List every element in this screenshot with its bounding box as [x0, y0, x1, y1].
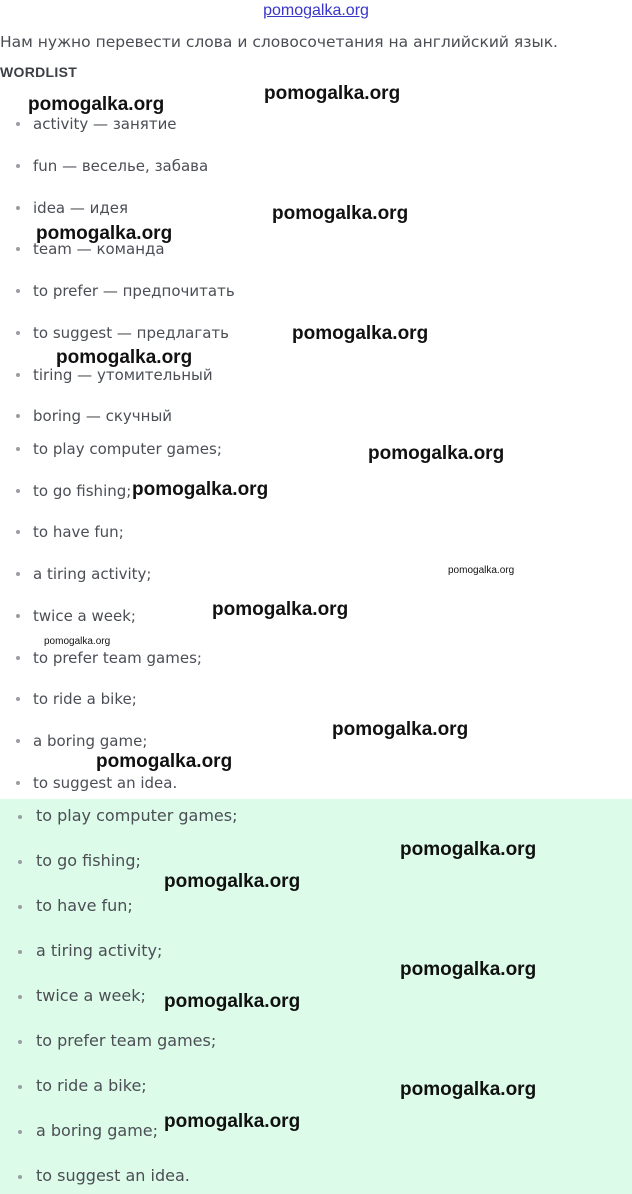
watermark: pomogalka.org: [264, 83, 401, 104]
bullet-icon: [18, 815, 22, 819]
bullet-icon: [16, 414, 20, 418]
watermark: pomogalka.org: [164, 871, 301, 892]
watermark: pomogalka.org: [44, 636, 111, 647]
watermark: pomogalka.org: [400, 839, 537, 860]
watermark: pomogalka.org: [368, 443, 505, 464]
bullet-icon: [16, 572, 20, 576]
bullet-icon: [16, 697, 20, 701]
watermark: pomogalka.org: [36, 223, 173, 244]
bullet-icon: [18, 995, 22, 999]
bullet-icon: [16, 530, 20, 534]
watermark: pomogalka.org: [132, 479, 269, 500]
bullet-icon: [16, 614, 20, 618]
watermark: pomogalka.org: [164, 991, 301, 1012]
bullet-icon: [16, 122, 20, 126]
watermark: pomogalka.org: [212, 599, 349, 620]
watermark: pomogalka.org: [96, 751, 233, 772]
task-intro: Нам нужно перевести слова и словосочетания на английский язык.: [0, 33, 558, 51]
watermark: pomogalka.org: [400, 959, 537, 980]
watermark: pomogalka.org: [56, 347, 193, 368]
wordlist-heading: WORDLIST: [0, 64, 78, 80]
bullet-icon: [16, 331, 20, 335]
bullet-icon: [18, 950, 22, 954]
bullet-icon: [16, 373, 20, 377]
bullet-icon: [16, 247, 20, 251]
answer-box: to play computer games; to go fishing; to have fun; a tiring activity; twice a week; to prefer team games; to ride a bike; a boring game; to suggest an idea.: [0, 799, 632, 1194]
bullet-icon: [18, 860, 22, 864]
bullet-icon: [18, 1175, 22, 1179]
bullet-icon: [18, 1130, 22, 1134]
bullet-icon: [16, 206, 20, 210]
bullet-icon: [16, 781, 20, 785]
bullet-icon: [16, 289, 20, 293]
bullet-icon: [16, 656, 20, 660]
bullet-icon: [16, 489, 20, 493]
watermark: pomogalka.org: [292, 323, 429, 344]
watermark: pomogalka.org: [28, 94, 165, 115]
bullet-icon: [16, 447, 20, 451]
watermark: pomogalka.org: [272, 203, 409, 224]
site-link[interactable]: pomogalka.org: [263, 2, 369, 19]
watermark: pomogalka.org: [448, 565, 515, 576]
watermark: pomogalka.org: [332, 719, 469, 740]
bullet-icon: [18, 1085, 22, 1089]
bullet-icon: [18, 1040, 22, 1044]
watermark: pomogalka.org: [400, 1079, 537, 1100]
bullet-icon: [16, 739, 20, 743]
bullet-icon: [16, 164, 20, 168]
bullet-icon: [18, 905, 22, 909]
watermark: pomogalka.org: [164, 1111, 301, 1132]
